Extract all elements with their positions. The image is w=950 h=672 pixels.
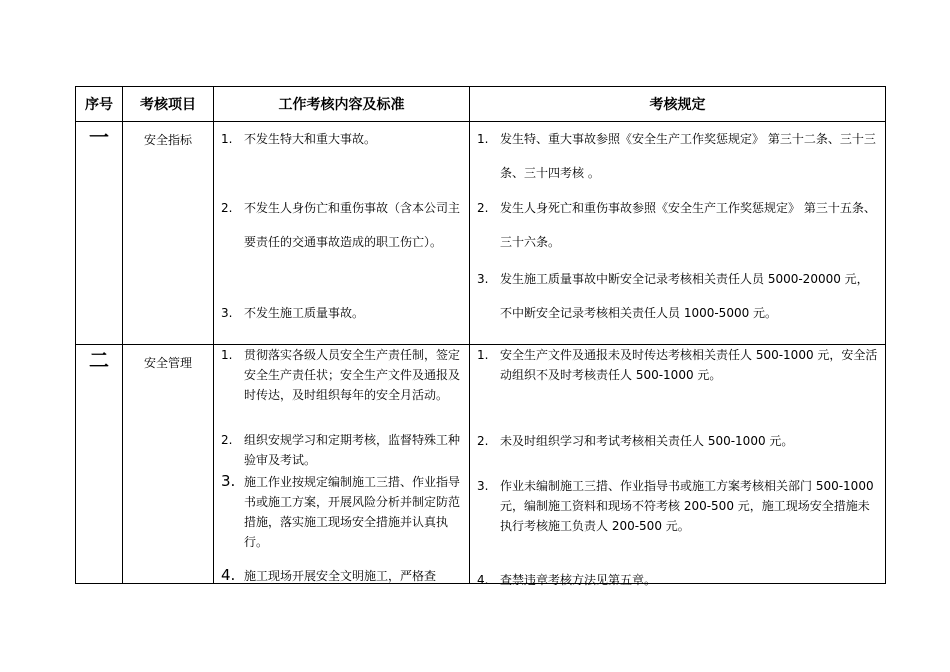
row-seq: 二 bbox=[76, 345, 123, 584]
list-text: 贯彻落实各级人员安全生产责任制，签定安全生产责任状；安全生产文件及通报及时传达，及时组织每年的安全月活动。 bbox=[244, 348, 461, 402]
rule-cell bbox=[470, 122, 886, 345]
list-number: 3. bbox=[477, 272, 489, 286]
list-item bbox=[477, 345, 879, 385]
list-item bbox=[477, 570, 879, 590]
table-row bbox=[76, 345, 886, 584]
row-seq: 一 bbox=[76, 122, 123, 345]
list-text: 发生人身死亡和重伤事故参照《安全生产工作奖惩规定》 第三十五条、三十六条。 bbox=[500, 201, 876, 249]
header-row bbox=[76, 87, 886, 122]
list-text: 不发生施工质量事故。 bbox=[244, 306, 365, 320]
list-text: 安全生产文件及通报未及时传达考核相关责任人 500-1000 元，安全活动组织不及时考核责任人 500-1000 元。 bbox=[500, 348, 878, 382]
list-number: 2. bbox=[477, 201, 489, 215]
list-text: 组织安规学习和定期考核，监督特殊工种验审及考试。 bbox=[244, 433, 461, 467]
list-number: 2. bbox=[221, 201, 233, 215]
assessment-table bbox=[75, 86, 886, 587]
list-text: 未及时组织学习和考试考核相关责任人 500-1000 元。 bbox=[500, 434, 794, 448]
list-item bbox=[221, 430, 465, 470]
list-number: 1. bbox=[477, 348, 489, 362]
row-item: 安全管理 bbox=[123, 345, 214, 584]
list-text: 施工现场开展安全文明施工，严格查 bbox=[244, 569, 437, 583]
header-rule: 考核规定 bbox=[470, 87, 886, 122]
list-text: 不发生特大和重大事故。 bbox=[244, 132, 377, 146]
list-text: 查禁违章考核方法见第五章。 bbox=[500, 573, 657, 587]
list-number: 3. bbox=[477, 479, 489, 493]
list-item bbox=[221, 566, 465, 586]
rule-cell bbox=[470, 345, 886, 587]
table-row bbox=[76, 122, 886, 345]
list-number: 3. bbox=[221, 472, 236, 490]
content-cell bbox=[214, 345, 470, 584]
content-cell bbox=[214, 122, 470, 345]
list-text: 作业未编制施工三措、作业指导书或施工方案考核相关部门 500-1000 元，编制施工资料和现场不符考核 200-500 元，施工现场安全措施未执行考核施工负责人 200-500 元。 bbox=[500, 479, 874, 533]
header-content: 工作考核内容及标准 bbox=[214, 87, 470, 122]
list-item bbox=[221, 296, 463, 330]
list-item bbox=[477, 262, 879, 330]
list-item bbox=[221, 191, 463, 259]
list-number: 1. bbox=[477, 132, 489, 146]
list-item bbox=[221, 472, 465, 552]
list-number: 2. bbox=[477, 434, 489, 448]
list-item bbox=[477, 476, 879, 536]
list-item bbox=[477, 122, 879, 190]
row-item: 安全指标 bbox=[123, 122, 214, 345]
list-number: 4. bbox=[477, 573, 489, 587]
list-number: 3. bbox=[221, 306, 233, 320]
list-number: 1. bbox=[221, 348, 233, 362]
list-item bbox=[221, 345, 465, 405]
header-seq: 序号 bbox=[76, 87, 123, 122]
list-text: 不发生人身伤亡和重伤事故（含本公司主要责任的交通事故造成的职工伤亡）。 bbox=[244, 201, 461, 249]
list-text: 发生施工质量事故中断安全记录考核相关责任人员 5000-20000 元，不中断安全记录考核相关责任人员 1000-5000 元。 bbox=[500, 272, 869, 320]
list-number: 2. bbox=[221, 433, 233, 447]
list-number: 1. bbox=[221, 132, 233, 146]
list-item bbox=[477, 191, 879, 259]
list-text: 发生特、重大事故参照《安全生产工作奖惩规定》 第三十二条、三十三条、三十四考核 。 bbox=[500, 132, 876, 180]
list-item bbox=[477, 431, 879, 451]
list-number: 4. bbox=[221, 566, 236, 584]
list-text: 施工作业按规定编制施工三措、作业指导书或施工方案，开展风险分析并制定防范措施，落实施工现场安全措施并认真执行。 bbox=[244, 475, 461, 549]
list-item bbox=[221, 122, 463, 156]
header-item: 考核项目 bbox=[123, 87, 214, 122]
